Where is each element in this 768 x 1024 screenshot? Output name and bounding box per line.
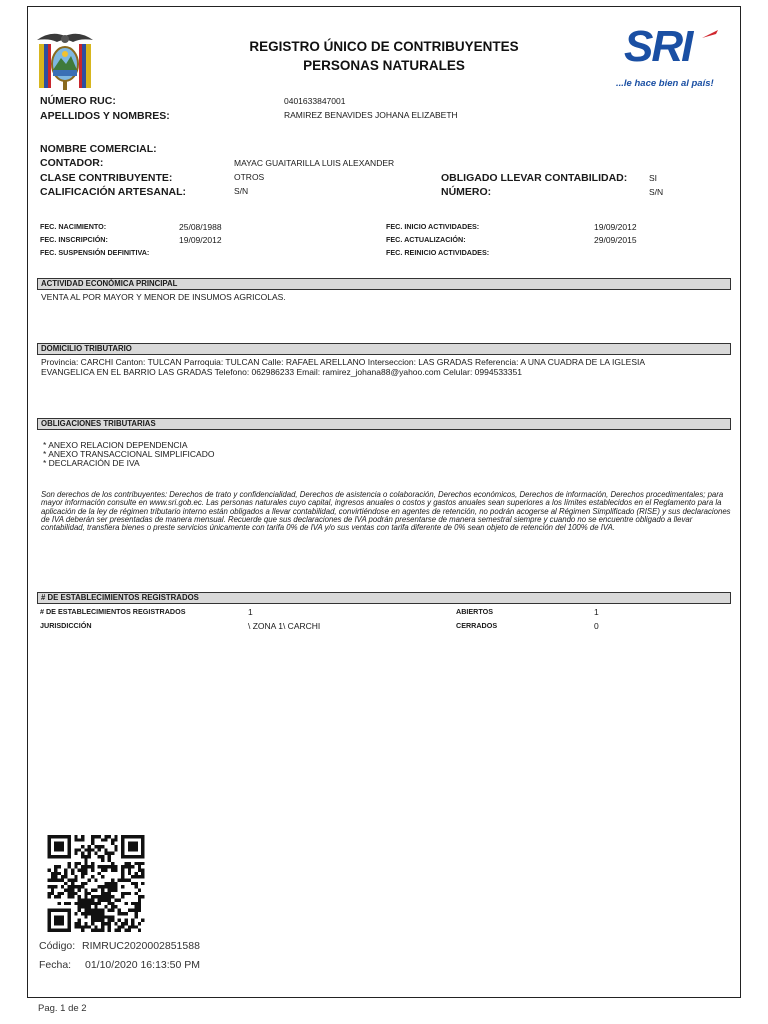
closed-value: 0 <box>594 621 599 631</box>
obligation-item: * ANEXO TRANSACCIONAL SIMPLIFICADO <box>43 449 215 459</box>
accountant-value: MAYAC GUAITARILLA LUIS ALEXANDER <box>234 158 395 168</box>
registered-establishments-label: # DE ESTABLECIMIENTOS REGISTRADOS <box>40 607 186 616</box>
closed-label: CERRADOS <box>456 621 498 630</box>
name-value: RAMIREZ BENAVIDES JOHANA ELIZABETH <box>284 110 458 120</box>
number-value: S/N <box>649 187 664 197</box>
inscription-date-label: FEC. INSCRIPCIÓN: <box>40 235 108 244</box>
domicile-section-header: DOMICILIO TRIBUTARIO <box>37 343 731 355</box>
start-date-value: 19/09/2012 <box>594 222 637 232</box>
accountant-label: CONTADOR: <box>40 157 104 169</box>
name-label: APELLIDOS Y NOMBRES: <box>40 110 170 122</box>
restart-date-label: FEC. REINICIO ACTIVIDADES: <box>386 248 490 257</box>
open-label: ABIERTOS <box>456 607 494 616</box>
domicile-line2: EVANGELICA EN EL BARRIO LAS GRADAS Telefono: 062986233 Email: ramirez_johana88@yahoo.com Celular: 0994533351 <box>41 367 522 377</box>
taxpayer-class-label: CLASE CONTRIBUYENTE: <box>40 172 173 184</box>
number-label: NÚMERO: <box>441 186 492 198</box>
ruc-label: NÚMERO RUC: <box>40 95 116 107</box>
date-value: 01/10/2020 16:13:50 PM <box>85 959 201 971</box>
commercial-name-label: NOMBRE COMERCIAL: <box>40 143 157 155</box>
birth-date-value: 25/08/1988 <box>179 222 222 232</box>
artisan-value: S/N <box>234 186 249 196</box>
qr-code-icon <box>45 835 147 932</box>
obligations-section-header: OBLIGACIONES TRIBUTARIAS <box>37 418 731 430</box>
sri-logo-text: SRI <box>624 22 692 71</box>
obligation-item: * DECLARACIÓN DE IVA <box>43 458 140 468</box>
code-value: RIMRUC2020002851588 <box>82 940 200 952</box>
inscription-date-value: 19/09/2012 <box>179 235 222 245</box>
document-title-line1: REGISTRO ÚNICO DE CONTRIBUYENTES <box>249 39 519 54</box>
code-label: Código: <box>39 940 76 952</box>
sri-logo <box>616 22 722 90</box>
ruc-value: 0401633847001 <box>284 96 346 106</box>
activity-text: VENTA AL POR MAYOR Y MENOR DE INSUMOS AGRICOLAS. <box>41 292 286 302</box>
jurisdiction-value: \ ZONA 1\ CARCHI <box>248 621 321 631</box>
artisan-label: CALIFICACIÓN ARTESANAL: <box>40 186 187 198</box>
update-date-value: 29/09/2015 <box>594 235 637 245</box>
sri-accent-icon <box>702 30 718 40</box>
obliged-accounting-label: OBLIGADO LLEVAR CONTABILIDAD: <box>441 172 628 184</box>
sri-slogan: ...le hace bien al país! <box>616 78 714 89</box>
start-date-label: FEC. INICIO ACTIVIDADES: <box>386 222 480 231</box>
page-number: Pag. 1 de 2 <box>38 1003 87 1014</box>
document-title-line2: PERSONAS NATURALES <box>303 58 465 73</box>
rights-paragraph: Son derechos de los contribuyentes: Derechos de trato y confidencialidad, Derechos de asistencia o colaboración, Derechos económicos, Derechos de información, Derechos procedimentales; para mayor información consulte en www.sri.gob.ec. Las personas naturales cuyo capital, ingresos anuales o costos y gastos anuales sean superiores a los límites establecidos en el Reglamento para la aplicación de la ley de régimen tributario interno están obligados a llevar contabilidad, convirtiéndose en agentes de retención, no podrán acogerse al Régimen Simplificado (RISE) y sus declaraciones de IVA deberán ser presentadas de manera mensual. Recuerde que sus declaraciones de IVA podrán presentarse de manera semestral siempre y cuando no se encuentre obligado a llevar contabilidad, transfiera bienes o preste servicios únicamente con tarifa 0% de IVA y/o sus ventas con tarifa diferente de 0% sean objeto de retención del 100% de IVA. <box>41 490 731 533</box>
domicile-line1: Provincia: CARCHI Canton: TULCAN Parroquia: TULCAN Calle: RAFAEL ARELLANO Interseccion: LAS GRADAS Referencia: A UNA CUADRA DE LA IGLESIA <box>41 357 646 367</box>
registered-establishments-value: 1 <box>248 607 253 617</box>
taxpayer-class-value: OTROS <box>234 172 265 182</box>
jurisdiction-label: JURISDICCIÓN <box>40 621 92 630</box>
activity-section-header: ACTIVIDAD ECONÓMICA PRINCIPAL <box>37 278 731 290</box>
date-label: Fecha: <box>39 959 72 971</box>
obliged-accounting-value: SI <box>649 173 658 183</box>
open-value: 1 <box>594 607 599 617</box>
update-date-label: FEC. ACTUALIZACIÓN: <box>386 235 466 244</box>
birth-date-label: FEC. NACIMIENTO: <box>40 222 107 231</box>
establishments-section-header: # DE ESTABLECIMIENTOS REGISTRADOS <box>37 592 731 604</box>
suspension-date-label: FEC. SUSPENSIÓN DEFINITIVA: <box>40 248 150 257</box>
obligation-item: * ANEXO RELACION DEPENDENCIA <box>43 440 188 450</box>
